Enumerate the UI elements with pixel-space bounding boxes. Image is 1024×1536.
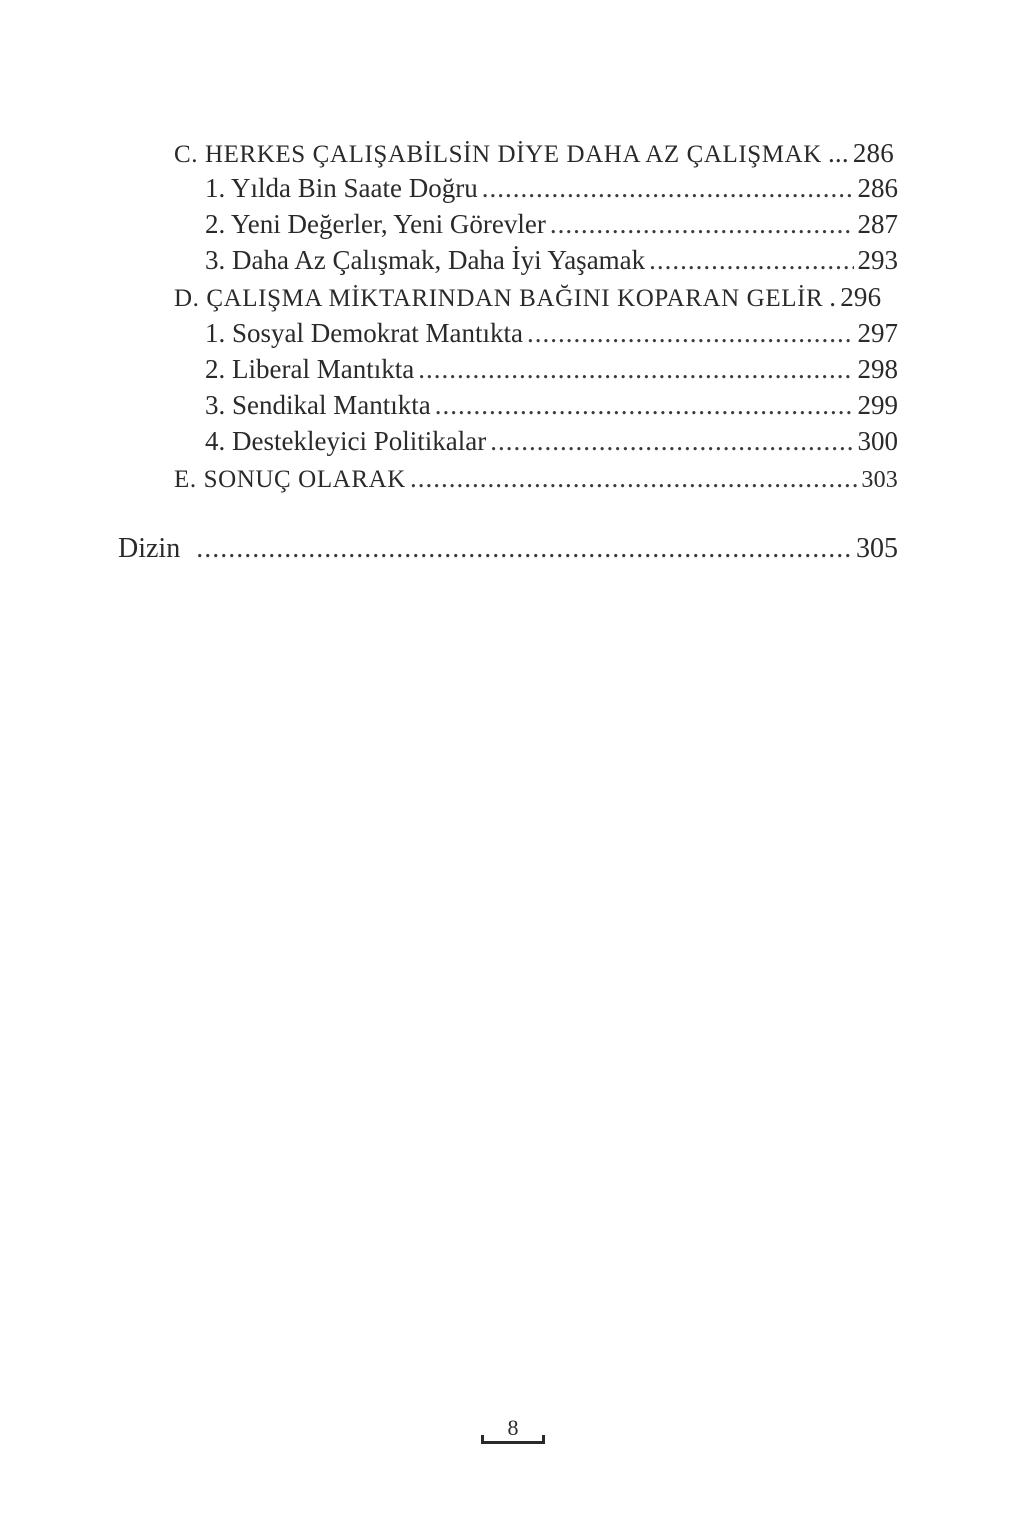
toc-entry-label: 2. Yeni Değerler, Yeni Görevler [205,209,546,239]
page-number: 8 [507,1415,519,1440]
toc-entry-c2 [205,207,898,241]
toc-entry-page: 296 [840,282,882,312]
toc-entry-label: 4. Destekleyici Politikalar [205,426,487,456]
toc-entry-label: 1. Sosyal Demokrat Mantıkta [205,318,523,348]
toc-entry-d1 [205,316,898,350]
toc-entry-page: 303 [861,467,898,493]
toc-entry-page: 298 [857,354,898,384]
toc-entry-page: 287 [857,209,898,239]
toc-entry-label: E. SONUÇ OLARAK [174,466,406,493]
toc-leader [418,352,853,386]
toc-entry-page: 293 [857,245,898,275]
footer-rule [481,1441,545,1444]
toc-leader [482,171,854,205]
toc-leader [435,388,854,422]
toc-leader [550,207,854,241]
toc-entry-label: 1. Yılda Bin Saate Doğru [205,173,478,203]
toc-entry-page: 300 [857,426,898,456]
toc-leader [649,243,853,277]
toc-entry-c1 [205,171,898,205]
toc-entry-d3 [205,388,898,422]
toc-entry-label: D. ÇALIŞMA MİKTARINDAN BAĞINI KOPARAN GELİR [174,285,824,312]
toc-leader [527,316,854,350]
toc-entry-label: 3. Daha Az Çalışmak, Daha İyi Yaşamak [205,245,646,275]
toc-entry-d4 [205,424,898,458]
toc-entry-label: 3. Sendikal Mantıkta [205,390,431,420]
toc-entry-d [174,280,898,316]
toc-leader: ... [827,138,849,168]
toc-leader [490,424,853,458]
toc-entry-page: 305 [856,533,898,564]
toc-entry-c3 [205,243,898,277]
toc-entry-e [174,461,898,497]
toc-leader [410,461,857,495]
toc-entry-page: 299 [857,390,898,420]
toc-entry-page: 297 [857,318,898,348]
page-footer [481,1416,545,1446]
toc-entry-label: 2. Liberal Mantıkta [205,354,415,384]
toc-entry-dizin [118,532,898,566]
toc-entry-d2 [205,352,898,386]
toc-leader: . [829,282,837,312]
toc-entry-c [174,136,898,172]
footer-rule-tick-right [542,1435,545,1444]
footer-rule-tick-left [481,1435,484,1444]
toc-leader [196,532,852,566]
toc-entry-label: Dizin [118,533,181,564]
toc-entry-label: C. HERKES ÇALIŞABİLSİN DİYE DAHA AZ ÇALIŞMAK [174,141,822,168]
toc-entry-page: 286 [857,173,898,203]
toc-entry-page: 286 [852,138,894,168]
